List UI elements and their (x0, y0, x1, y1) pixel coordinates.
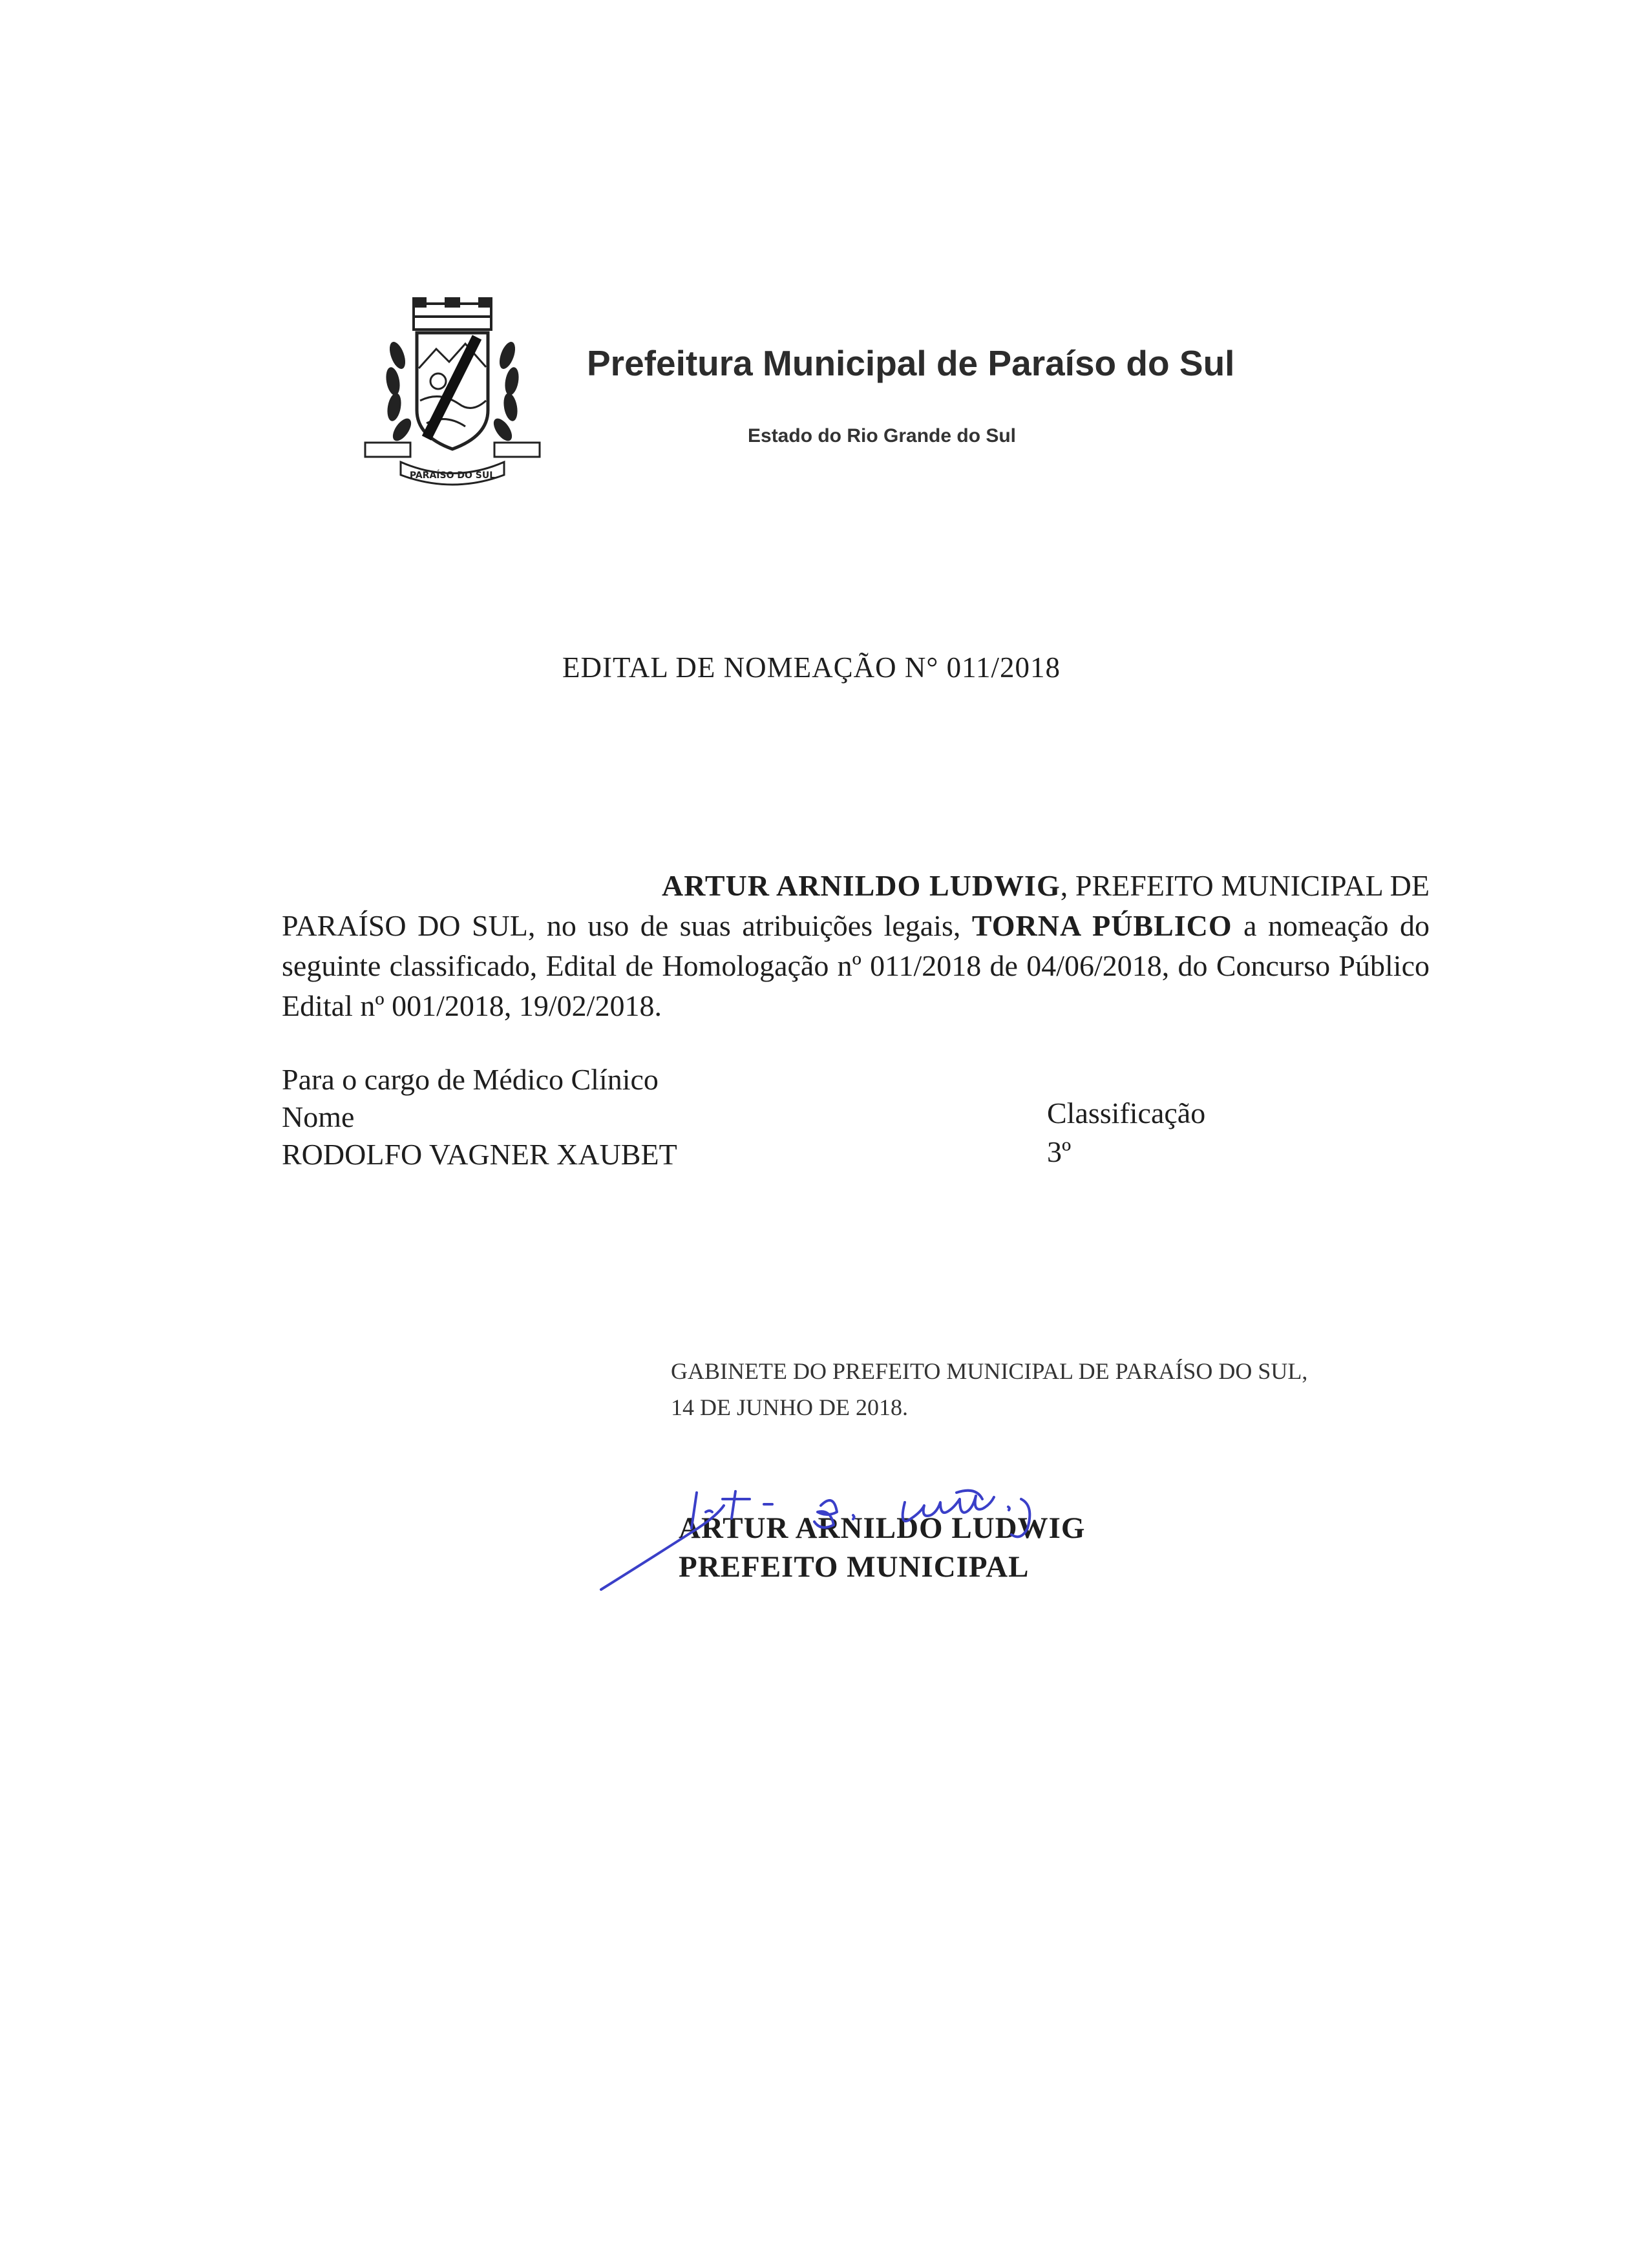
body-paragraph (282, 866, 1430, 1026)
handwritten-signature (595, 1467, 1086, 1596)
crest-ribbon-text: PARAÍSO DO SUL (409, 470, 496, 481)
candidate-name: RODOLFO VAGNER XAUBET (282, 1138, 677, 1171)
municipality-title: Prefeitura Municipal de Paraíso do Sul (587, 343, 1235, 383)
document-title: EDITAL DE NOMEAÇÃO N° 011/2018 (562, 651, 1061, 684)
state-subtitle: Estado do Rio Grande do Sul (748, 425, 1017, 446)
closing-line-1: GABINETE DO PREFEITO MUNICIPAL DE PARAÍSO DO SUL, (671, 1358, 1308, 1384)
closing-line-2: 14 DE JUNHO DE 2018. (671, 1394, 908, 1420)
coat-of-arms-icon (362, 297, 543, 491)
signatory-name: ARTUR ARNILDO LUDWIG (679, 1511, 1086, 1545)
body-text-1: , PREFEITO MUNICIPAL DE PARAÍSO DO SUL, no uso de suas atribuições legais, (282, 869, 1430, 942)
signatory-role: PREFEITO MUNICIPAL (679, 1550, 1030, 1584)
candidate-classification: 3º (1047, 1135, 1072, 1168)
cargo-line: Para o cargo de Médico Clínico (282, 1063, 659, 1096)
torna-publico-bold: TORNA PÚBLICO (971, 909, 1232, 942)
column-header-classification: Classificação (1047, 1097, 1206, 1129)
body-text-2: a nomeação do seguinte classificado, Edital de Homologação nº 011/2018 de 04/06/2018, do Concurso Público Edital nº 001/2018, 19/02/2018. (282, 909, 1430, 1022)
closing-block (671, 1353, 1446, 1425)
mayor-name-bold: ARTUR ARNILDO LUDWIG (662, 869, 1061, 902)
column-header-name: Nome (282, 1100, 355, 1133)
